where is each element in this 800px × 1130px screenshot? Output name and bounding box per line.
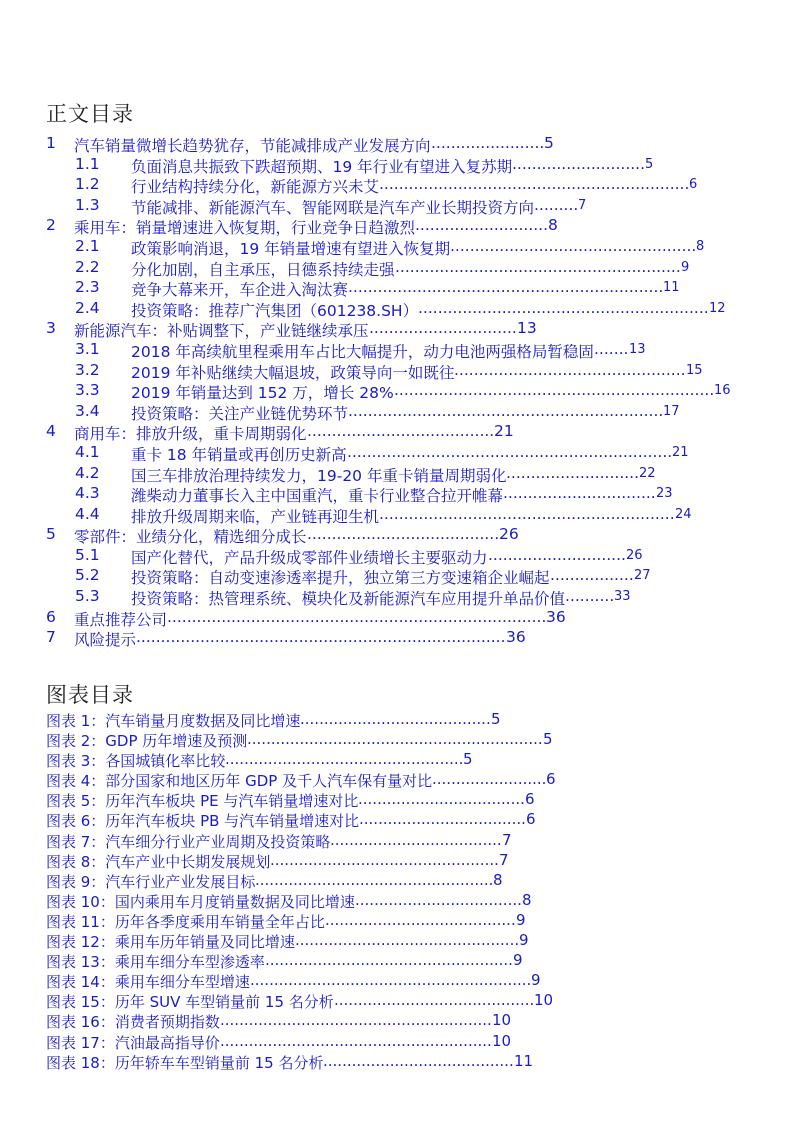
toc-entry[interactable] — [0, 566, 800, 587]
toc-entry-title: 竞争大幕来开，车企进入淘汰赛 — [131, 281, 349, 299]
figure-entry[interactable] — [0, 931, 800, 951]
toc-entry-page: 8 — [548, 216, 558, 235]
figure-entry-page: 8 — [493, 870, 503, 889]
figure-entry-page: 10 — [534, 991, 554, 1010]
figure-entry-page: 10 — [492, 1011, 512, 1030]
toc-entry-leader: ........................................................................... — [136, 628, 506, 647]
figure-entry[interactable] — [0, 891, 800, 911]
figure-entry-title: 图表 13：乘用车细分车型渗透率 — [46, 953, 265, 972]
toc-entry-leader: .......... — [565, 587, 615, 606]
figure-entry[interactable] — [0, 730, 800, 750]
figure-entry-title: 图表 7：汽车细分行业产业周期及投资策略 — [46, 832, 331, 851]
toc-entry-leader: ........................... — [512, 154, 646, 173]
toc-entry[interactable] — [0, 443, 800, 464]
toc-entry[interactable] — [0, 402, 800, 423]
toc-entry-leader: ............................................................... — [379, 175, 690, 194]
figure-entry-title: 图表 8：汽车产业中长期发展规划 — [46, 852, 271, 871]
figure-entry[interactable] — [0, 971, 800, 991]
figure-entry-leader: ......................................................... — [220, 1031, 492, 1050]
toc-entry-leader: ................................................................. — [394, 381, 715, 400]
toc-entry-title: 排放升级周期来临，产业链再迎生机 — [131, 507, 380, 526]
toc-entry-number: 1.3 — [75, 195, 100, 214]
figure-entry-title: 图表 6：历年汽车板块 PB 与汽车销量增速对比 — [46, 812, 360, 831]
toc-entry-number: 3.2 — [75, 360, 100, 379]
toc-entry[interactable] — [0, 278, 800, 299]
toc-entry-title: 负面消息共振致下跌超预期、19 年行业有望进入复苏期 — [131, 157, 513, 176]
toc-entry[interactable] — [0, 299, 800, 320]
toc-entry[interactable] — [0, 216, 800, 237]
toc-entry-leader: ...................................... — [307, 422, 495, 441]
toc-entry-number: 5 — [46, 525, 56, 544]
figure-entry-leader: .......................................... — [334, 991, 535, 1010]
toc-entry-leader: .................................................................. — [347, 442, 673, 461]
figure-entry-leader: ............................................... — [295, 931, 520, 950]
toc-entry-page: 15 — [686, 362, 703, 378]
toc-entry[interactable] — [0, 484, 800, 505]
toc-entry-page: 24 — [675, 506, 692, 522]
figure-entry-page: 9 — [519, 931, 529, 950]
figure-entry-page: 6 — [546, 770, 556, 789]
toc-entry-leader: ................................................................ — [348, 278, 664, 297]
figure-entry-title: 图表 18：历年轿车车型销量前 15 名分析 — [46, 1053, 324, 1072]
figure-entry-leader: ........................................ — [300, 710, 491, 728]
toc-entry-leader: ............................ — [488, 545, 626, 564]
toc-entry-leader: ............................................... — [454, 360, 686, 379]
toc-entry-title: 2019 年销量达到 152 万，增长 28% — [131, 384, 394, 402]
figure-entry[interactable] — [0, 911, 800, 931]
toc-entry-page: 36 — [546, 607, 566, 626]
toc-entry-page: 6 — [689, 177, 698, 193]
toc-entry-leader: ................................................................ — [348, 401, 664, 420]
toc-entry-leader: .................................................. — [450, 236, 697, 255]
toc-entry-page: 13 — [517, 319, 537, 338]
figure-entry-title: 图表 3：各国城镇化率比较 — [46, 752, 226, 771]
toc-entry-title: 风险提示 — [74, 631, 137, 649]
toc-entry-leader: .............................. — [369, 319, 517, 338]
toc-entry-leader: ......... — [534, 195, 579, 214]
toc-entry-number: 7 — [46, 628, 56, 647]
toc-entry-page: 16 — [714, 383, 731, 399]
figure-entry-title: 图表 10：国内乘用车月度销量数据及同比增速 — [46, 892, 355, 911]
figure-entry-title: 图表 9：汽车行业产业发展目标 — [46, 872, 256, 891]
figure-entry-page: 8 — [522, 890, 532, 909]
toc-entry[interactable] — [0, 319, 800, 340]
figure-entry-page: 6 — [526, 810, 536, 829]
toc-entry-title: 投资策略：热管理系统、模块化及新能源汽车应用提升单品价值 — [131, 590, 566, 608]
figure-entry-title: 图表 12：乘用车历年销量及同比增速 — [46, 933, 295, 952]
figure-entry[interactable] — [0, 851, 800, 871]
toc-entry-number: 1.1 — [75, 154, 100, 173]
figure-entry-page: 5 — [543, 730, 553, 749]
toc-entry-page: 21 — [672, 444, 689, 460]
figure-entry-title: 图表 2：GDP 历年增速及预测 — [46, 732, 248, 751]
figure-entry[interactable] — [0, 810, 800, 830]
figure-entry-page: 7 — [502, 830, 512, 849]
toc-entry-leader: ....................................... — [307, 525, 500, 544]
toc-entry-number: 3.3 — [75, 381, 100, 400]
figure-entry[interactable] — [0, 871, 800, 891]
figure-entry-title: 图表 1：汽车销量月度数据及同比增速 — [46, 712, 301, 730]
figure-entry-title: 图表 5：历年汽车板块 PE 与汽车销量增速对比 — [46, 792, 359, 811]
figure-entry-page: 9 — [516, 910, 526, 929]
toc-entry-number: 2.2 — [75, 257, 100, 276]
toc-entry-number: 3 — [46, 319, 56, 338]
figure-entry[interactable] — [0, 1011, 800, 1031]
toc-entry[interactable] — [0, 464, 800, 485]
figure-entry-leader: .................................................. — [225, 750, 464, 769]
figure-entry-leader: ................................... — [358, 790, 525, 809]
figure-entry[interactable] — [0, 1052, 800, 1072]
figure-entry-leader: ......................................................... — [220, 1011, 492, 1030]
toc-entry[interactable] — [0, 628, 800, 649]
figure-list — [0, 710, 800, 1072]
toc-entry-title: 行业结构持续分化，新能源方兴未艾 — [131, 178, 380, 196]
toc-entry-page: 7 — [578, 197, 587, 213]
toc-entry-leader: ............................................................ — [379, 504, 675, 523]
figure-entry-leader: ........................ — [432, 770, 547, 789]
figure-entry-page: 5 — [491, 710, 501, 728]
toc-entry-number: 2.1 — [75, 236, 100, 255]
figure-entry-page: 10 — [492, 1031, 512, 1050]
toc-entry[interactable] — [0, 134, 800, 155]
toc-entry-title: 2018 年高续航里程乘用车占比大幅提升，动力电池两强格局暂稳固 — [131, 342, 594, 361]
toc-entry[interactable] — [0, 155, 800, 176]
toc-entry-number: 4.3 — [75, 484, 100, 503]
toc-entry-page: 11 — [663, 280, 680, 296]
toc-entry-title: 国产化替代，产品升级成零部件业绩增长主要驱动力 — [131, 548, 488, 567]
toc-entry[interactable] — [0, 505, 800, 526]
toc-entry[interactable] — [0, 608, 800, 629]
figure-entry-page: 5 — [463, 750, 473, 769]
toc-entry-title: 节能减排、新能源汽车、智能网联是汽车产业长期投资方向 — [131, 198, 535, 217]
toc-entry-number: 4.2 — [75, 463, 100, 482]
figure-entry[interactable] — [0, 770, 800, 790]
toc-entry-title: 乘用车：销量增速进入恢复期，行业竞争日趋激烈 — [74, 219, 416, 237]
toc-entry-title: 重点推荐公司 — [74, 610, 168, 629]
toc-entry-number: 2.4 — [75, 298, 100, 317]
toc-entry[interactable] — [0, 525, 800, 546]
toc-entry-page: 5 — [544, 134, 554, 152]
figure-entry[interactable] — [0, 1032, 800, 1052]
figure-entry-title: 图表 14：乘用车细分车型增速 — [46, 973, 250, 992]
toc-entry-title: 新能源汽车：补贴调整下，产业链继续承压 — [74, 322, 369, 340]
toc-entry-page: 8 — [696, 238, 705, 254]
figure-entry[interactable] — [0, 710, 800, 730]
toc-entry-title: 潍柴动力董事长入主中国重汽，重卡行业整合拉开帷幕 — [131, 487, 504, 505]
toc-entry-leader: .......................................................... — [395, 257, 681, 276]
toc-entry-page: 33 — [614, 589, 631, 605]
toc-entry-page: 23 — [656, 486, 673, 502]
toc-entry-number: 3.1 — [75, 339, 100, 358]
toc-entry-number: 5.2 — [75, 566, 100, 585]
toc-entry[interactable] — [0, 237, 800, 258]
figure-entry[interactable] — [0, 790, 800, 810]
toc-entry-leader: ............................... — [503, 484, 656, 503]
toc-entry-title: 国三车排放治理持续发力，19-20 年重卡销量周期弱化 — [131, 466, 507, 485]
toc-entry-title: 政策影响消退，19 年销量增速有望进入恢复期 — [131, 239, 451, 258]
figure-entry[interactable] — [0, 750, 800, 770]
figure-entry-title: 图表 16：消费者预期指数 — [46, 1013, 220, 1032]
toc-entry-title: 2019 年补贴继续大幅退坡，政策导向一如既往 — [131, 363, 455, 382]
toc-entry-leader: ....................... — [431, 134, 545, 152]
toc-entry[interactable] — [0, 587, 800, 608]
toc-entry-title: 投资策略：关注产业链优势环节 — [131, 404, 349, 423]
figure-entry-leader: .................................................. — [255, 870, 494, 889]
toc-entry-number: 4.4 — [75, 504, 100, 523]
figure-entry-leader: ........................................................... — [250, 971, 532, 990]
toc-heading: 正文目录 — [46, 102, 134, 126]
toc-entry-title: 商用车：排放升级，重卡周期弱化 — [74, 425, 307, 443]
toc-entry-leader: ............................................................................. — [167, 607, 547, 626]
toc-entry-number: 6 — [46, 607, 56, 626]
toc-entry-leader: ........................................................... — [418, 298, 709, 317]
toc-entry-leader: ................. — [550, 566, 634, 585]
toc-entry[interactable] — [0, 175, 800, 196]
toc-entry-title: 投资策略：推荐广汽集团（601238.SH） — [131, 301, 419, 320]
toc-entry-page: 5 — [645, 156, 654, 172]
figure-entry[interactable] — [0, 831, 800, 851]
toc-entry-number: 1 — [46, 134, 56, 152]
figure-entry-title: 图表 4：部分国家和地区历年 GDP 及千人汽车保有量对比 — [46, 772, 433, 791]
toc-entry-number: 4.1 — [75, 442, 100, 461]
figure-entry[interactable] — [0, 951, 800, 971]
toc-entry-page: 27 — [634, 568, 651, 584]
toc-entry-title: 分化加剧，自主承压，日德系持续走强 — [131, 260, 395, 279]
toc-entry-page: 22 — [639, 465, 656, 481]
figure-entry-page: 9 — [513, 951, 523, 970]
toc-entry-leader: ........................... — [415, 216, 549, 235]
toc-entry-page: 13 — [629, 341, 646, 357]
toc-entry[interactable] — [0, 546, 800, 567]
toc-entry-page: 36 — [506, 628, 526, 647]
toc-entry-title: 重卡 18 年销量或再创历史新高 — [131, 445, 347, 464]
toc-entry-page: 26 — [626, 547, 643, 563]
toc-entry-number: 4 — [46, 422, 56, 441]
toc-entry-page: 21 — [494, 422, 514, 441]
toc-entry-title: 投资策略：自动变速渗透率提升，独立第三方变速箱企业崛起 — [131, 569, 550, 588]
figure-entry-leader: .................................... — [330, 830, 502, 849]
toc-entry-number: 2 — [46, 216, 56, 235]
figure-entry-leader: ........................................ — [323, 1051, 514, 1070]
figure-entry-page: 11 — [514, 1051, 534, 1070]
figure-entry-leader: .................................................... — [265, 951, 513, 970]
figure-list-heading: 图表目录 — [46, 683, 134, 707]
figure-entry-leader: .............................................................. — [247, 730, 543, 749]
toc-entry[interactable] — [0, 258, 800, 279]
toc-entry-leader: ........................... — [506, 463, 640, 482]
toc-entry[interactable] — [0, 361, 800, 382]
figure-entry-leader: ................................... — [355, 890, 522, 909]
toc-entry-number: 5.1 — [75, 545, 100, 564]
toc-entry-page: 9 — [681, 259, 690, 275]
toc-entry-number: 3.4 — [75, 401, 100, 420]
figure-entry-leader: ................................... — [359, 810, 526, 829]
toc-entry-number: 5.3 — [75, 587, 100, 606]
toc-list — [0, 134, 800, 649]
toc-entry[interactable] — [0, 381, 800, 402]
figure-entry-title: 图表 11：历年各季度乘用车销量全年占比 — [46, 912, 325, 931]
figure-entry-title: 图表 15：历年 SUV 车型销量前 15 名分析 — [46, 993, 334, 1012]
toc-entry-number: 1.2 — [75, 175, 100, 194]
figure-entry-page: 7 — [499, 850, 509, 869]
toc-entry[interactable] — [0, 422, 800, 443]
toc-entry-title: 汽车销量微增长趋势犹存，节能减排成产业发展方向 — [74, 137, 431, 155]
figure-entry-title: 图表 17：汽油最高指导价 — [46, 1033, 220, 1052]
figure-entry-leader: ........................................ — [325, 910, 516, 929]
toc-entry-title: 零部件：业绩分化，精选细分成长 — [74, 528, 307, 546]
toc-entry[interactable] — [0, 340, 800, 361]
toc-entry-leader: ....... — [594, 339, 629, 358]
figure-entry-page: 6 — [525, 790, 535, 809]
toc-entry-page: 17 — [663, 403, 680, 419]
figure-entry-page: 9 — [531, 971, 541, 990]
figure-entry-leader: ................................................ — [270, 850, 499, 869]
figure-entry[interactable] — [0, 991, 800, 1011]
toc-entry-page: 12 — [709, 300, 726, 316]
toc-entry-page: 26 — [499, 525, 519, 544]
toc-entry[interactable] — [0, 196, 800, 217]
toc-entry-number: 2.3 — [75, 278, 100, 297]
